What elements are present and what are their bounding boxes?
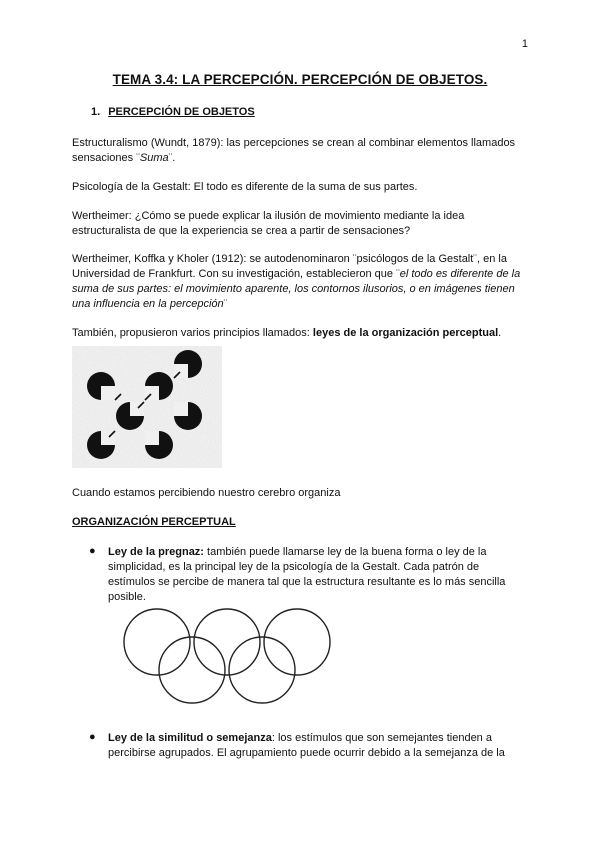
paragraph-line: suma de sus partes: el movimiento aparente, los contornos ilusorios, o en imágenes tienen (72, 283, 515, 295)
bullet-marker: ● (89, 545, 96, 557)
section-label: PERCEPCIÓN DE OBJETOS (108, 106, 255, 118)
paragraph-line: Cuando estamos percibiendo nuestro cerebro organiza (72, 487, 341, 499)
paragraph-line (108, 731, 538, 746)
text-run: : los estímulos que son semejantes tienden a (271, 732, 492, 744)
paragraph-line (72, 151, 532, 166)
bold-text: Ley de la similitud o semejanza (108, 732, 272, 744)
disk-notch (145, 431, 159, 445)
ring (194, 609, 260, 675)
bold-text: leyes de la organización perceptual (312, 327, 499, 339)
disk-notch (174, 402, 188, 416)
italic-text: el todo es diferente de la (399, 268, 521, 280)
figure-caption (72, 486, 532, 501)
paragraph-line (108, 545, 538, 560)
paragraph-wertheimer-question (72, 209, 532, 239)
ring (159, 637, 225, 703)
illusory-cube-figure (72, 346, 222, 468)
ring (264, 609, 330, 675)
subheading-perceptual-organization: ORGANIZACIÓN PERCEPTUAL (72, 516, 236, 528)
bullet-law-similarity (108, 731, 538, 761)
ring (229, 637, 295, 703)
paragraph-line: posible. (108, 591, 146, 603)
text-run: . (498, 327, 502, 339)
paragraph-line: estímulos se percibe de manera tal que la estructura resultante es lo más sencilla (108, 576, 506, 588)
disk-notch (101, 386, 115, 400)
text-run: ¨ (223, 298, 228, 310)
italic-text: Suma (139, 152, 169, 164)
paragraph-line (72, 326, 532, 341)
paragraph-line: percibirse agrupados. El agrupamiento puede ocurrir debido a la semejanza de la (108, 747, 505, 759)
bullet-law-pregnancy (108, 545, 538, 605)
paragraph-gestalt-founders (72, 252, 532, 312)
page-title: TEMA 3.4: LA PERCEPCIÓN. PERCEPCIÓN DE OBJETOS. (112, 72, 488, 87)
interlocking-rings-figure (112, 606, 342, 706)
text-run: también puede llamarse ley de la buena forma o ley de la (203, 546, 487, 558)
section-heading (91, 106, 255, 118)
paragraph-structuralism (72, 136, 532, 166)
paragraph-line: Wertheimer: ¿Cómo se puede explicar la ilusión de movimiento mediante la idea (72, 210, 465, 222)
paragraph-laws-intro (72, 326, 532, 341)
paragraph-line: simplicidad, es la principal ley de la psicología de la Gestalt. Cada patrón de (108, 561, 480, 573)
paragraph-line: Psicología de la Gestalt: El todo es diferente de la suma de sus partes. (72, 181, 418, 193)
paragraph-line: Estructuralismo (Wundt, 1879): las percepciones se crean al combinar elementos llamados (72, 137, 516, 149)
paragraph-line (72, 267, 532, 282)
section-number: 1. (91, 106, 101, 118)
text-run: sensaciones ¨ (72, 152, 140, 164)
bullet-marker: ● (89, 731, 96, 743)
text-run: También, propusieron varios principios llamados: (72, 327, 313, 339)
text-run: Universidad de Frankfurt. Con su investigación, establecieron que ¨ (72, 268, 400, 280)
paragraph-line (72, 297, 532, 312)
paragraph-gestalt (72, 180, 532, 195)
page-number: 1 (521, 38, 528, 50)
ring (124, 609, 190, 675)
italic-text: una influencia en la percepción (72, 298, 224, 310)
paragraph-line: Wertheimer, Koffka y Kholer (1912): se autodenominaron ¨psicólogos de la Gestalt¨, en la (72, 253, 507, 265)
text-run: ¨. (168, 152, 176, 164)
bold-text: Ley de la pregnaz: (108, 546, 204, 558)
paragraph-line: estructuralista de que la experiencia se crea a partir de sensaciones? (72, 225, 411, 237)
